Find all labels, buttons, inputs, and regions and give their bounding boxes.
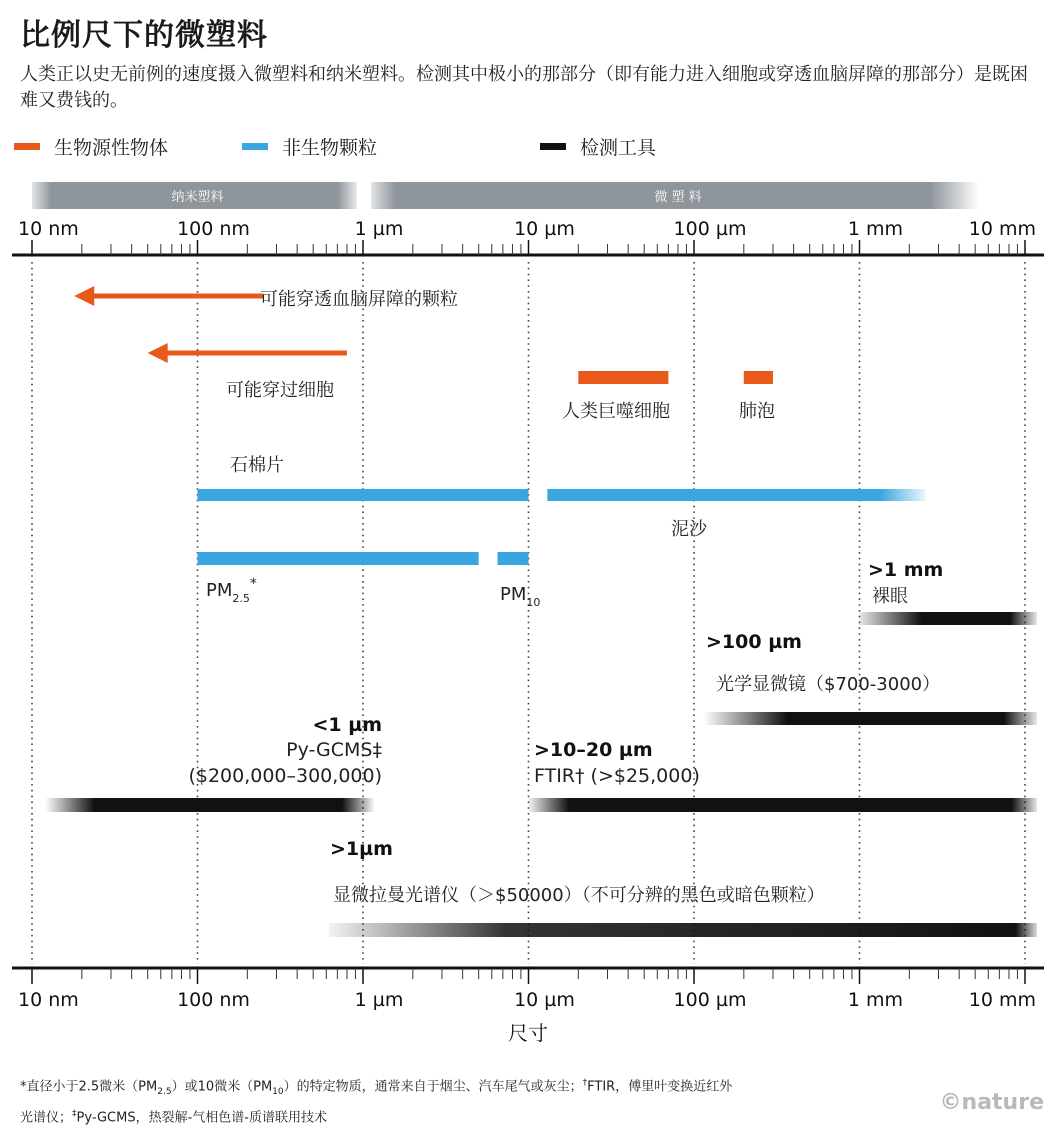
tick-label-bottom: 1 mm — [847, 989, 904, 1011]
range-label-sediment: 泥沙 — [671, 519, 707, 540]
tick-label-bottom: 1 µm — [354, 989, 404, 1011]
tick-label-bottom: 10 mm — [968, 989, 1036, 1011]
tool-bar-naked-eye — [860, 612, 1038, 625]
band-label-microplastic: 微 塑 料 — [654, 190, 702, 205]
nature-logo: ©nature — [939, 1090, 1044, 1115]
tool-threshold-naked-eye: >1 mm — [868, 559, 944, 581]
arrow-cell-penetration — [148, 343, 347, 401]
tool-name-optical: 光学显微镜（$700-3000） — [716, 674, 941, 695]
tool-threshold-optical: >100 µm — [706, 631, 802, 653]
tool-name-raman: 显微拉曼光谱仪（＞$50000）（不可分辨的黑色或暗色颗粒） — [333, 885, 825, 906]
axis-bottom — [12, 968, 1044, 1011]
range-alveoli — [744, 371, 773, 384]
range-pm10 — [498, 552, 529, 565]
page-subtitle: 人类正以史无前例的速度摄入微塑料和纳米塑料。检测其中极小的那部分（即有能力进入细胞或穿透血脑屏障的那部分）是既困难又费钱的。 — [20, 64, 1028, 111]
tool-name-pygcms: Py-GCMS‡ — [286, 739, 382, 761]
range-pm25 — [198, 552, 479, 565]
tick-label-bottom: 100 nm — [177, 989, 250, 1011]
tool-threshold-ftir: >10–20 µm — [534, 739, 653, 761]
tool-price-pygcms: ($200,000–300,000) — [188, 765, 382, 787]
band-label-nanoplastic: 纳米塑料 — [171, 190, 224, 205]
tool-name-naked-eye: 裸眼 — [872, 586, 908, 607]
tool-name-ftir: FTIR† (>$25,000) — [534, 765, 700, 787]
tick-label-bottom: 10 nm — [18, 989, 79, 1011]
page-title: 比例尺下的微塑料 — [20, 18, 268, 53]
range-sediment — [547, 489, 925, 501]
tick-label-top: 10 mm — [968, 218, 1036, 240]
arrow-blood-brain-barrier — [74, 286, 458, 310]
tick-label-bottom: 100 µm — [673, 989, 747, 1011]
footnote: *直径小于2.5微米$(PM_{2.5})$或10微米$(PM_{10})$的特定物质，通常来自于烟尘、汽车尾气或灰尘；†FTIR，傅里叶变换近红外 光谱仪；‡Py-GCMS，热裂解-气相色谱-质谱联用技术 — [20, 1078, 733, 1126]
range-label-macrophage: 人类巨噬细胞 — [562, 401, 670, 422]
tool-threshold-raman: >1µm — [330, 838, 393, 860]
tick-label-top: 10 µm — [514, 218, 575, 240]
arrow-label: 可能穿透血脑屏障的颗粒 — [260, 289, 458, 310]
tick-label-top: 10 nm — [18, 218, 79, 240]
range-label-pm25: $PM_{2.5}^*$ — [206, 576, 257, 605]
x-axis-label: 尺寸 — [508, 1021, 548, 1045]
legend-label: 非生物颗粒 — [282, 137, 378, 159]
legend-label: 生物源性物体 — [54, 137, 169, 159]
tick-label-top: 100 nm — [177, 218, 250, 240]
legend-label: 检测工具 — [580, 137, 657, 159]
range-macrophage — [578, 371, 668, 384]
range-asbestos — [198, 489, 529, 501]
tick-label-top: 100 µm — [673, 218, 747, 240]
range-label-alveoli: 肺泡 — [739, 401, 775, 422]
range-label-pm10: $PM_{10}$ — [500, 584, 541, 609]
axis-top — [12, 218, 1044, 255]
tool-bar-ftir — [529, 798, 1038, 812]
arrow-label: 可能穿过细胞 — [226, 380, 334, 401]
range-label-asbestos: 石棉片 — [230, 455, 284, 476]
tool-bar-optical — [704, 712, 1037, 725]
tick-label-top: 1 mm — [847, 218, 904, 240]
tick-label-top: 1 µm — [354, 218, 404, 240]
tool-bar-pygcms — [45, 798, 375, 812]
tick-label-bottom: 10 µm — [514, 989, 575, 1011]
tool-bar-raman — [329, 923, 1037, 937]
tool-threshold-pygcms: <1 µm — [312, 714, 382, 736]
